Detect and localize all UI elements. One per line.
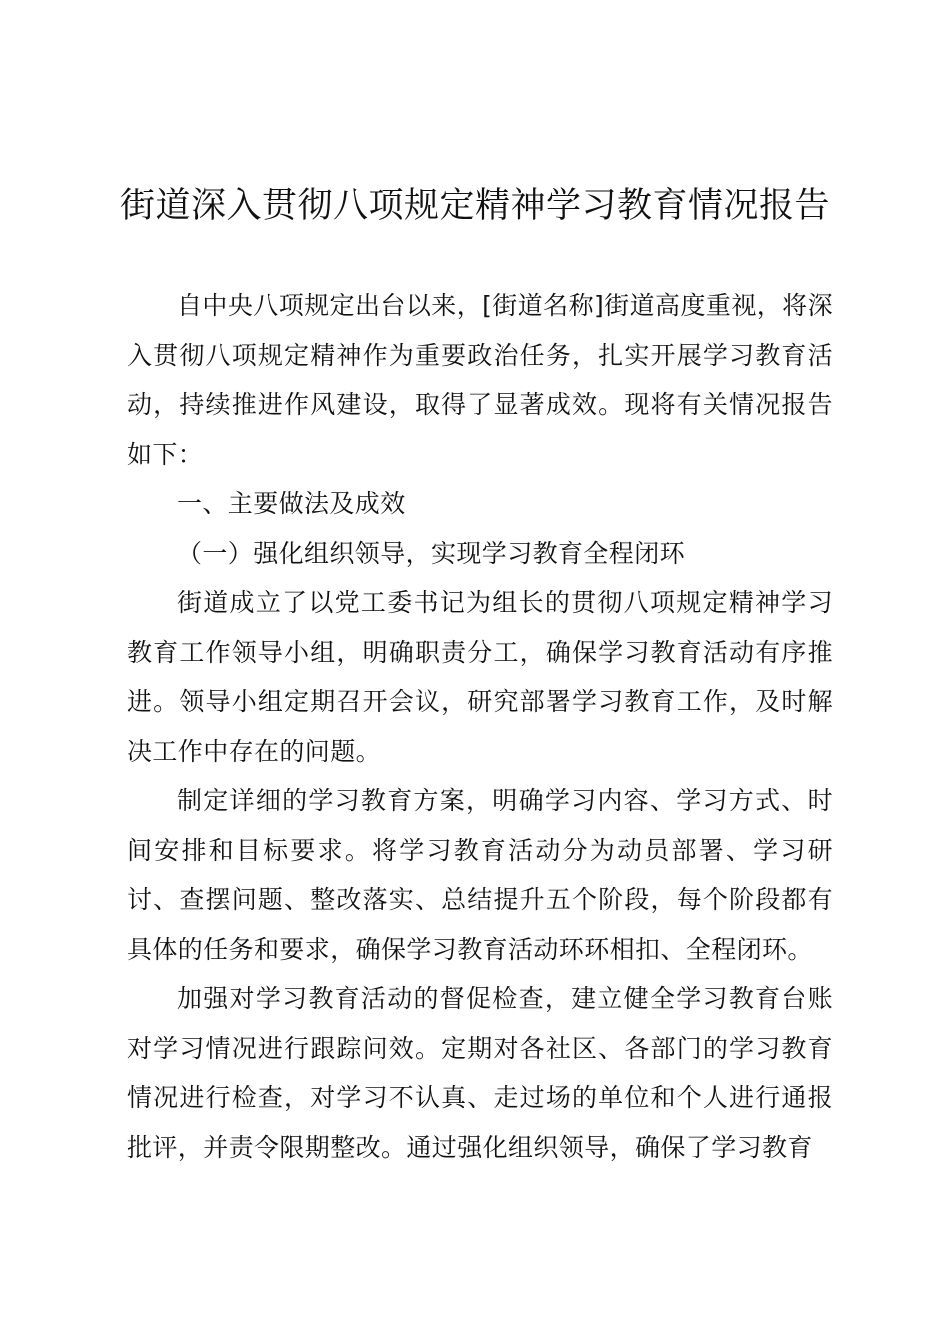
document-title: 街道深入贯彻八项规定精神学习教育情况报告 xyxy=(119,186,830,226)
document-body xyxy=(127,281,833,1172)
body-paragraph: 街道成立了以党工委书记为组长的贯彻八项规定精神学习教育工作领导小组，明确职责分工，确保学习教育活动有序推进。领导小组定期召开会议，研究部署学习教育工作，及时解决工作中存在的问题。 xyxy=(127,588,833,766)
body-paragraph: 制定详细的学习教育方案，明确学习内容、学习方式、时间安排和目标要求。将学习教育活动分为动员部署、学习研讨、查摆问题、整改落实、总结提升五个阶段，每个阶段都有具体的任务和要求，确保学习教育活动环环相扣、全程闭环。 xyxy=(127,786,833,964)
subsection-heading: （一）强化组织领导，实现学习教育全程闭环 xyxy=(177,538,686,568)
intro-paragraph: 自中央八项规定出台以来，[街道名称]街道高度重视，将深入贯彻八项规定精神作为重要政治任务，扎实开展学习教育活动，持续推进作风建设，取得了显著成效。现将有关情况报告如下： xyxy=(127,291,833,469)
body-paragraph: 加强对学习教育活动的督促检查，建立健全学习教育台账对学习情况进行跟踪问效。定期对各社区、各部门的学习教育情况进行检查，对学习不认真、走过场的单位和个人进行通报批评，并责令限期整改。通过强化组织领导，确保了学习教育 xyxy=(127,984,833,1162)
section-heading: 一、主要做法及成效 xyxy=(177,489,406,518)
